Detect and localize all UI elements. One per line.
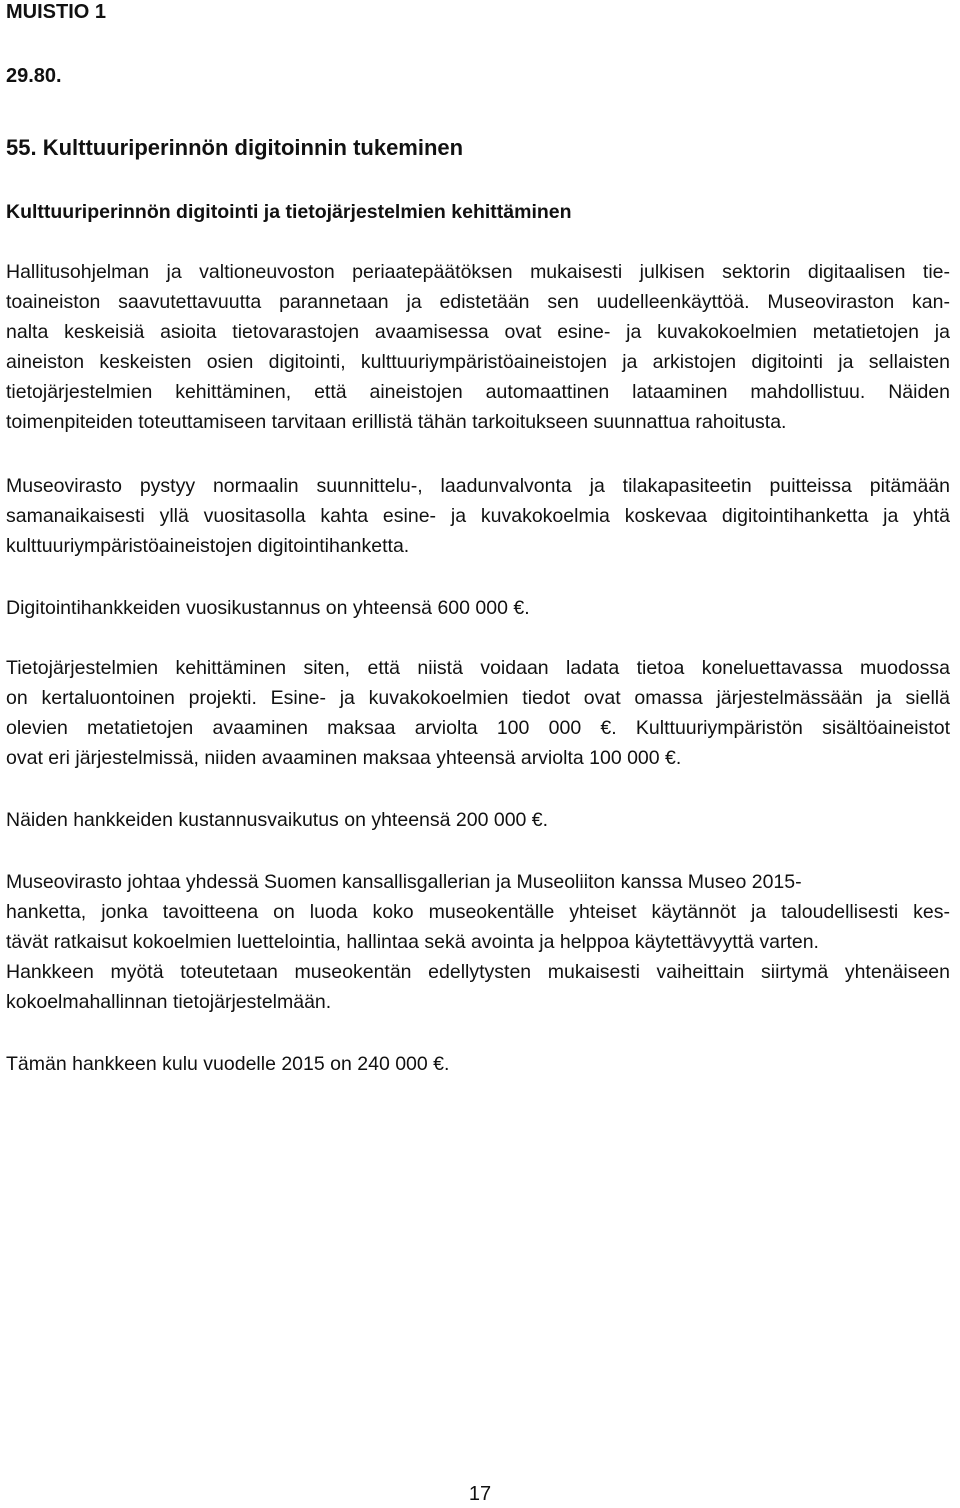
memo-label: MUISTIO 1	[6, 1, 107, 23]
paragraph-line: kokoelmahallinnan tietojärjestelmään.	[6, 991, 332, 1013]
paragraph-line: tävät ratkaisut kokoelmien luettelointia, hallintaa sekä avointa ja helppoa käytettävyyttä varten.	[6, 931, 819, 953]
paragraph-line: tietojärjestelmien kehittäminen, että aineistojen automaattinen lataaminen mahdollistuu. Näiden	[6, 381, 950, 403]
paragraph-line: Näiden hankkeiden kustannusvaikutus on yhteensä 200 000 €.	[6, 809, 549, 831]
document-date: 29.80.	[6, 65, 62, 87]
paragraph-line: aineiston keskeisten osien digitointi, kulttuuriympäristöaineistojen ja arkistojen digitointi ja sellaisten	[6, 351, 950, 373]
paragraph-line: kulttuuriympäristöaineistojen digitointihanketta.	[6, 535, 410, 557]
paragraph-line: Hankkeen myötä toteutetaan museokentän edellytysten mukaisesti vaiheittain siirtymä yhtenäiseen	[6, 961, 950, 983]
paragraph-line: Museovirasto johtaa yhdessä Suomen kansallisgallerian ja Museoliiton kanssa Museo 2015-	[6, 871, 802, 893]
paragraph-line: Digitointihankkeiden vuosikustannus on yhteensä 600 000 €.	[6, 597, 530, 619]
paragraph-line: Tietojärjestelmien kehittäminen siten, että niistä voidaan ladata tietoa koneluettavassa muodossa	[6, 657, 950, 679]
paragraph-line: nalta keskeisiä asioita tietovarastojen avaamisessa ovat esine- ja kuvakokoelmien metatietojen ja	[6, 321, 950, 343]
paragraph-line: hanketta, jonka tavoitteena on luoda koko museokentälle yhteiset käytännöt ja taloudellisesti kes-	[6, 901, 950, 923]
page-number: 17	[468, 1483, 492, 1505]
section-title: 55. Kulttuuriperinnön digitoinnin tukeminen	[6, 135, 464, 160]
paragraph-line: on kertaluontoinen projekti. Esine- ja kuvakokoelmien tiedot ovat omassa järjestelmässään ja siellä	[6, 687, 950, 709]
paragraph-line: Tämän hankkeen kulu vuodelle 2015 on 240 000 €.	[6, 1053, 450, 1075]
paragraph-line: toaineiston saavutettavuutta parannetaan ja edistetään sen uudelleenkäyttöä. Museoviraston kan-	[6, 291, 950, 313]
paragraph-line: Hallitusohjelman ja valtioneuvoston periaatepäätöksen mukaisesti julkisen sektorin digitaalisen tie-	[6, 261, 950, 283]
paragraph-line: samanaikaisesti yllä vuositasolla kahta esine- ja kuvakokoelmia koskevaa digitointihanketta ja yhtä	[6, 505, 950, 527]
paragraph-line: ovat eri järjestelmissä, niiden avaaminen maksaa yhteensä arviolta 100 000 €.	[6, 747, 682, 769]
paragraph-line: olevien metatietojen avaaminen maksaa arviolta 100 000 €. Kulttuuriympäristön sisältöaineistot	[6, 717, 950, 739]
paragraph-line: Museovirasto pystyy normaalin suunnittelu-, laadunvalvonta ja tilakapasiteetin puitteissa pitämään	[6, 475, 950, 497]
subheading: Kulttuuriperinnön digitointi ja tietojärjestelmien kehittäminen	[6, 201, 572, 223]
paragraph-line: toimenpiteiden toteuttamiseen tarvitaan erillistä tähän tarkoitukseen suunnattua rahoitusta.	[6, 411, 787, 433]
